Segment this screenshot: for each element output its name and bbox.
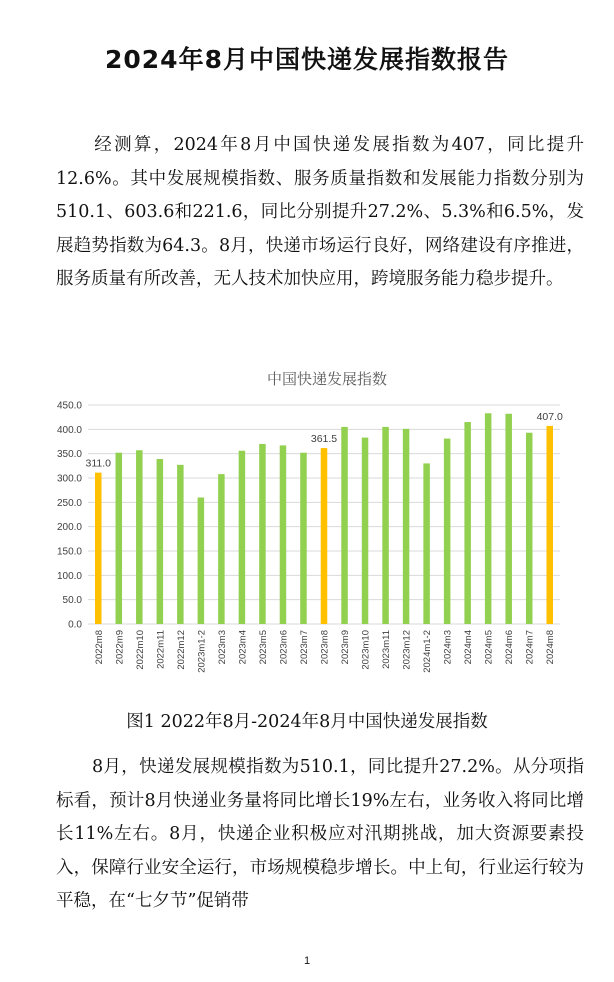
data-label: 361.5 bbox=[310, 433, 338, 446]
y-tick-label: 50.0 bbox=[62, 595, 82, 607]
express-index-chart bbox=[40, 360, 588, 678]
x-tick-label: 2023m12 bbox=[401, 630, 413, 670]
chart-bar bbox=[485, 413, 492, 624]
x-tick-label: 2023m6 bbox=[278, 630, 290, 665]
x-tick-label: 2022m8 bbox=[93, 630, 105, 665]
chart-title: 中国快递发展指数 bbox=[266, 371, 388, 388]
chart-bar bbox=[321, 448, 328, 624]
chart-bar bbox=[444, 439, 451, 624]
chart-bar bbox=[95, 473, 102, 624]
y-tick-label: 250.0 bbox=[56, 497, 82, 509]
x-tick-label: 2023m11 bbox=[381, 630, 393, 669]
x-tick-label: 2023m9 bbox=[340, 630, 352, 665]
chart-bar bbox=[280, 445, 287, 624]
x-tick-label: 2023m3 bbox=[216, 630, 228, 665]
y-tick-label: 400.0 bbox=[56, 424, 82, 436]
y-tick-label: 350.0 bbox=[56, 449, 82, 461]
chart-bar bbox=[423, 463, 430, 624]
x-tick-label: 2024m6 bbox=[504, 630, 516, 665]
figure-caption: 图1 2022年8月-2024年8月中国快递发展指数 bbox=[126, 712, 488, 732]
chart-bar bbox=[198, 497, 205, 624]
document-title: 2024年8月中国快递发展指数报告 bbox=[105, 45, 509, 74]
x-tick-label: 2022m9 bbox=[114, 630, 126, 665]
chart-bar bbox=[177, 465, 184, 624]
chart-bar bbox=[341, 427, 348, 624]
x-tick-label: 2023m4 bbox=[237, 630, 249, 665]
y-tick-label: 0.0 bbox=[68, 619, 82, 631]
chart-x-ticks bbox=[94, 630, 556, 673]
chart-bar bbox=[505, 414, 512, 624]
data-label: 407.0 bbox=[536, 410, 563, 423]
chart-bar bbox=[218, 474, 225, 624]
x-tick-label: 2023m10 bbox=[360, 630, 372, 670]
x-tick-label: 2024m5 bbox=[483, 630, 495, 665]
chart-bar bbox=[403, 429, 410, 624]
y-tick-label: 150.0 bbox=[56, 546, 82, 558]
x-tick-label: 2023m7 bbox=[298, 630, 310, 665]
intro-paragraph bbox=[56, 129, 584, 297]
x-tick-label: 2024m7 bbox=[524, 630, 536, 665]
chart-bar bbox=[116, 453, 123, 624]
x-tick-label: 2024m3 bbox=[442, 630, 454, 665]
chart-bar bbox=[464, 422, 471, 624]
x-tick-label: 2023m1-2 bbox=[196, 630, 208, 673]
x-tick-label: 2022m11 bbox=[155, 630, 167, 669]
chart-y-ticks bbox=[57, 401, 82, 631]
chart-bar bbox=[526, 433, 533, 624]
x-tick-label: 2023m8 bbox=[319, 630, 331, 665]
chart-bar bbox=[157, 459, 164, 624]
y-tick-label: 300.0 bbox=[56, 473, 82, 485]
chart-bar bbox=[259, 444, 266, 624]
y-tick-label: 100.0 bbox=[56, 570, 82, 582]
chart-bar bbox=[300, 453, 307, 624]
chart-bar bbox=[382, 427, 389, 624]
scale-paragraph-text: 8月，快递发展规模指数为510.1，同比提升27.2%。从分项指标看，预计8月快递业务量将同比增长19%左右，业务收入将同比增长11%左右。8月，快递企业积极应对汛期挑战，加大资源要素投入，保障行业安全运行，市场规模稳步增长。中上旬，行业运行较为平稳，在“七夕节”促销带 bbox=[56, 757, 584, 912]
chart-bar bbox=[362, 438, 369, 624]
scale-paragraph bbox=[56, 751, 584, 919]
chart-bar bbox=[546, 426, 553, 624]
x-tick-label: 2024m8 bbox=[545, 630, 557, 665]
chart-bar bbox=[239, 451, 246, 624]
x-tick-label: 2022m10 bbox=[134, 630, 146, 670]
x-tick-label: 2024m1-2 bbox=[422, 630, 434, 673]
intro-paragraph-text: 经测算，2024年8月中国快递发展指数为407，同比提升12.6%。其中发展规模指数、服务质量指数和发展能力指数分别为510.1、603.6和221.6，同比分别提升27.2%、5.3%和6.5%，发展趋势指数为64.3。8月，快递市场运行良好，网络建设有序推进，服务质量有所改善，无人技术加快应用，跨境服务能力稳步提升。 bbox=[56, 135, 584, 290]
y-tick-label: 450.0 bbox=[56, 400, 82, 412]
y-tick-label: 200.0 bbox=[56, 522, 82, 534]
data-label: 311.0 bbox=[85, 457, 112, 470]
x-tick-label: 2024m4 bbox=[463, 630, 475, 665]
chart-bar bbox=[136, 450, 143, 624]
x-tick-label: 2022m12 bbox=[175, 630, 187, 670]
page-number: 1 bbox=[303, 955, 311, 967]
x-tick-label: 2023m5 bbox=[257, 630, 269, 665]
